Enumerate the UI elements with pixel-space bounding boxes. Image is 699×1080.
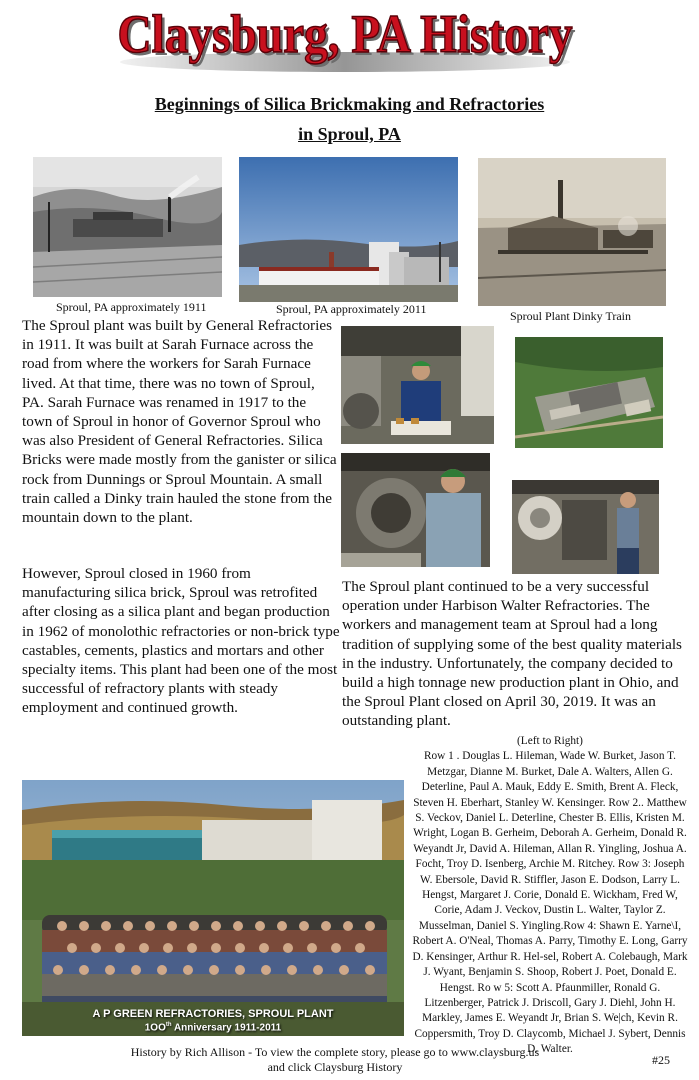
footer-line2: and click Claysburg History bbox=[267, 1060, 403, 1074]
photo1-caption: Sproul, PA approximately 1911 bbox=[56, 300, 207, 314]
credits-intro: (Left to Right) bbox=[517, 735, 583, 747]
photo-worker-machine bbox=[341, 326, 494, 444]
anniversary-superscript: th bbox=[165, 1022, 172, 1028]
title-banner bbox=[110, 4, 580, 76]
photo-worker-wheel bbox=[512, 480, 659, 574]
photo3-caption: Sproul Plant Dinky Train bbox=[510, 309, 632, 323]
photo-worker-press bbox=[341, 453, 490, 567]
footer-line1: History by Rich Allison - To view the complete story, please go to www.claysburg.us bbox=[130, 1045, 540, 1059]
group-photo-anniversary bbox=[22, 1022, 404, 1033]
photo2-caption: Sproul, PA approximately 2011 bbox=[276, 302, 427, 316]
photo-dinky-train bbox=[478, 158, 666, 306]
photo-sproul-2011 bbox=[239, 157, 458, 302]
photo-group-anniversary bbox=[22, 780, 404, 1036]
anniversary-number: 1OO bbox=[144, 1022, 166, 1034]
footer bbox=[100, 1045, 570, 1075]
section-heading: Beginnings of Silica Brickmaking and Refractories bbox=[154, 94, 545, 114]
section-subheading: in Sproul, PA bbox=[298, 124, 401, 144]
intro-paragraph: The Sproul plant was built by General Refractories in 1911. It was built at Sarah Furnace across the road from where the workers for Sarah Furnace lived. At that time, there was no town of Sproul, PA. Sarah Furnace was renamed in 1917 to the town of Sproul in honor of Governor Sproul who was also President of General Refractories. Silica Bricks were made mostly from the ganister or silica rock from Dunnings or Sproul Mountain. A small train called a Dinky train hauled the stone from the mountain down to the plant. bbox=[22, 317, 337, 527]
closing-paragraph: However, Sproul closed in 1960 from manufacturing silica brick, Sproul was retrofited after closing as a silica plant and began production in 1962 of monolothic refractories or non-brick type castables, cements, plastics and mortars and other specialty items. This plant had been one of the most successful of refractory plants with steady employment and continued growth. bbox=[22, 565, 340, 717]
harbison-paragraph: The Sproul plant continued to be a very successful operation under Harbison Walter Refractories. The workers and management team at Sproul had a long tradition of supplying some of the best quality materials in the industry. Unfortunately, the company decided to build a high tonnage new production plant in Ohio, and the Sproul Plant closed on April 30, 2019. It was an outstanding plant. bbox=[342, 578, 682, 730]
group-photo-caption: A P GREEN REFRACTORIES, SPROUL PLANT bbox=[92, 1008, 334, 1020]
credits-names: Row 1 . Douglas L. Hileman, Wade W. Burket, Jason T. Metzgar, Dianne M. Burket, Dale A. Walters, Allen G. Deterline, Paul A. Mauk, Eddy E. Smith, Brent A. Fleck, Steven H. Eberhart, Stanley W. Kensinger. Row 2.. Matthew S. Veckov, Daniel L. Deterline, Chester B. Ellis, Kristen M. Wright, Logan B. Gerheim, Deborah A. Gerheim, Donald R. Weyandt Jr, David A. Hileman, Allan R. Yingling, Joshua A. Focht, Troy D. Isenberg, Archie M. Ritchey. Row 3: Joseph W. Ebersole, David R. Stiffler, Jason E. Dodson, Larry L. Hengst, Margaret J. Corie, Donald E. Wickham, Fred W, Corie, Adam J. Veckov, Dustin L. Walter, Taylor Z. Musselman, Daniel S. Yingling.Row 4: Shawn E. Yarne\I, Robert A. O'Neal, Thomas A. Parry, Timothy E. Long, Garry D. Kensinger, Arthur R. Hel-sel, Robert A. Colebaugh, Mark J. Wyant, Benjamin S. Shoop, Robert J. Poet, Donald E. Hengst. Ro w 5: Scott A. Pfaunmiller, Ronald G. Litzenberger, Patrick J. Driscoll, Gary J. Diehl, John H. Markley, James E. Weyandt Jr, Brian S. We|ch, Kevin R. Coppersmith, Troy D. Claycomb, Michael J. Sybert, Dennis D. Walter. bbox=[412, 750, 688, 1056]
anniversary-years: Anniversary 1911-2011 bbox=[171, 1022, 282, 1034]
group-photo-credits bbox=[410, 734, 690, 1058]
banner-title-shadow: Claysburg, PA History bbox=[120, 7, 576, 67]
photo-sproul-1911 bbox=[33, 157, 222, 297]
photo-aerial-plant bbox=[515, 337, 663, 448]
page-number: #25 bbox=[652, 1053, 670, 1067]
banner-title: Claysburg, PA History bbox=[117, 4, 573, 64]
